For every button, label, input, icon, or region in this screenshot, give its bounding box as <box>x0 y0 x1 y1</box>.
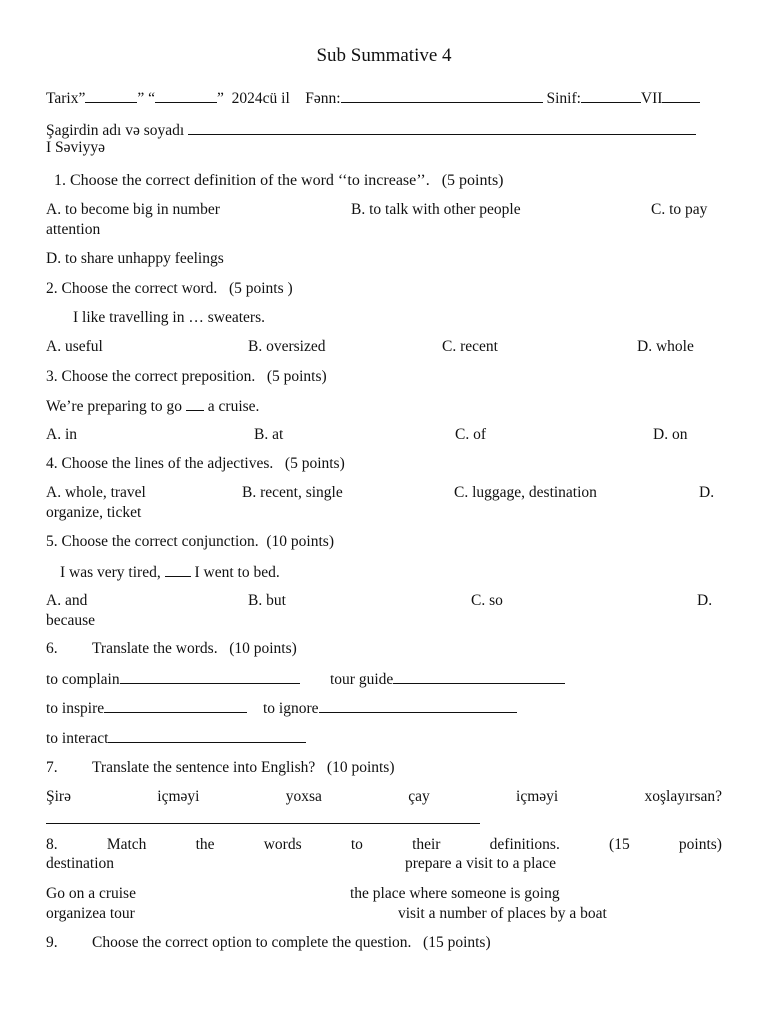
q3-option-c[interactable]: C. of <box>455 426 486 443</box>
q6-word-interact-label: to interact <box>46 730 109 747</box>
page-title: Sub Summative 4 <box>316 45 452 66</box>
question-7 <box>92 758 395 778</box>
q4-option-d[interactable]: D. <box>699 484 715 501</box>
q1-option-a[interactable]: A. to become big in number <box>46 201 220 218</box>
q8-heading-word: to <box>350 836 363 853</box>
q1-option-c[interactable]: C. to pay <box>651 201 708 218</box>
q8-left-organize-tour[interactable]: organizea tour <box>46 905 135 922</box>
q8-right-place-going[interactable]: the place where someone is going <box>350 885 560 902</box>
q6-interact-blank[interactable] <box>108 728 306 743</box>
question-2-text: 2. Choose the correct word. <box>46 280 218 297</box>
header-date-line <box>46 88 700 109</box>
question-1-text: Choose the correct definition of the word ‘‘to increase’’. <box>70 172 430 189</box>
q1-option-d[interactable]: D. to share unhappy feelings <box>46 250 224 267</box>
q3-option-b[interactable]: B. at <box>254 426 284 443</box>
q5-option-b[interactable]: B. but <box>248 592 286 609</box>
q6-word-complain <box>46 669 300 690</box>
q6-inspire-blank[interactable] <box>104 698 247 713</box>
q8-right-prepare-visit[interactable]: prepare a visit to a place <box>405 855 557 872</box>
q8-heading-word: their <box>412 836 441 853</box>
q5-answer-blank[interactable] <box>165 562 191 577</box>
q1-option-b[interactable]: B. to talk with other people <box>351 201 521 218</box>
class-label: Sinif: <box>546 90 581 107</box>
question-1-number: 1. <box>54 172 66 189</box>
date-label: Tarix” <box>46 90 86 107</box>
q5-option-d-continued: because <box>46 612 96 629</box>
class-blank-2[interactable] <box>662 88 700 103</box>
q3-answer-blank[interactable] <box>186 396 204 411</box>
q2-option-b[interactable]: B. oversized <box>248 338 326 355</box>
q6-ignore-blank[interactable] <box>319 698 517 713</box>
question-5-text: 5. Choose the correct conjunction. <box>46 533 259 550</box>
question-1 <box>54 171 504 191</box>
student-name-blank[interactable] <box>188 120 696 135</box>
q6-word-interact <box>46 728 306 749</box>
question-7-text: Translate the sentence into English? <box>92 759 316 776</box>
q6-word-complain-label: to complain <box>46 671 120 688</box>
question-9-number: 9. <box>46 934 58 951</box>
question-5-points: (10 points) <box>266 533 334 550</box>
question-3-text: 3. Choose the correct preposition. <box>46 368 256 385</box>
q3-sentence-end: a cruise. <box>207 398 260 415</box>
q8-heading-word: points) <box>678 836 722 853</box>
q6-word-tour-guide <box>330 669 565 690</box>
question-2-sentence: I like travelling in … sweaters. <box>73 309 265 326</box>
q5-option-d[interactable]: D. <box>697 592 713 609</box>
q2-option-a[interactable]: A. useful <box>46 338 103 355</box>
class-value: VII <box>640 90 663 107</box>
q8-heading-word: Match <box>106 836 147 853</box>
question-2-points: (5 points ) <box>228 280 293 297</box>
question-5-sentence <box>60 562 280 583</box>
question-2 <box>46 279 293 299</box>
subject-label: Fənn: <box>305 90 341 107</box>
question-9-points: (15 points) <box>423 934 491 951</box>
question-7-points: (10 points) <box>326 759 395 776</box>
q7-word: yoxsa <box>285 788 322 805</box>
q5-sentence-start: I was very tired, <box>60 564 161 581</box>
question-3-points: (5 points) <box>266 368 327 385</box>
question-1-points: (5 points) <box>441 172 504 189</box>
year-label: 2024cü il <box>231 90 290 107</box>
question-6-points: (10 points) <box>229 640 297 657</box>
question-6-number: 6. <box>46 640 58 657</box>
q1-option-c-continued: attention <box>46 221 101 238</box>
question-7-number: 7. <box>46 759 58 776</box>
q5-option-c[interactable]: C. so <box>471 592 503 609</box>
date-day-blank[interactable] <box>85 88 137 103</box>
question-9-text: Choose the correct option to complete the question. <box>92 934 412 951</box>
q7-word: xoşlayırsan? <box>644 788 722 805</box>
q3-option-d[interactable]: D. on <box>653 426 688 443</box>
q6-word-inspire-label: to inspire <box>46 700 105 717</box>
q3-sentence-start: We’re preparing to go <box>46 398 183 415</box>
q6-word-ignore <box>263 698 517 719</box>
question-3 <box>46 367 327 387</box>
question-4-text: 4. Choose the lines of the adjectives. <box>46 455 274 472</box>
student-name-line <box>46 120 696 141</box>
q8-left-go-on-cruise[interactable]: Go on a cruise <box>46 885 136 902</box>
q8-heading-word: definitions. <box>489 836 560 853</box>
q7-word: Şirə <box>46 788 71 805</box>
question-8 <box>46 835 722 855</box>
question-5 <box>46 532 334 552</box>
question-3-sentence <box>46 396 259 417</box>
q6-complain-blank[interactable] <box>120 669 300 684</box>
q4-option-c[interactable]: C. luggage, destination <box>454 484 597 501</box>
question-7-sentence <box>46 787 722 807</box>
question-9 <box>92 933 491 953</box>
subject-blank[interactable] <box>341 88 543 103</box>
q5-option-a[interactable]: A. and <box>46 592 88 609</box>
q6-word-inspire <box>46 698 247 719</box>
date-end: ” <box>217 90 224 107</box>
question-6-text: Translate the words. <box>92 640 218 657</box>
q8-heading-word: the <box>195 836 215 853</box>
q8-heading-word: words <box>263 836 302 853</box>
q7-answer-line[interactable] <box>46 823 480 824</box>
q6-word-ignore-label: to ignore <box>263 700 319 717</box>
q7-word: içməyi <box>516 788 559 805</box>
q2-option-c[interactable]: C. recent <box>442 338 498 355</box>
class-blank[interactable] <box>581 88 641 103</box>
question-6 <box>92 639 297 659</box>
date-mid: ” “ <box>137 90 156 107</box>
q8-left-destination[interactable]: destination <box>46 855 115 872</box>
q6-word-tour-guide-label: tour guide <box>330 671 394 688</box>
q8-heading-word: (15 <box>609 836 630 853</box>
question-4 <box>46 454 345 474</box>
q4-option-d-continued: organize, ticket <box>46 504 142 521</box>
date-month-blank[interactable] <box>155 88 217 103</box>
q7-word: içməyi <box>157 788 200 805</box>
q5-sentence-end: I went to bed. <box>194 564 280 581</box>
q8-heading-word: 8. <box>46 836 58 853</box>
level-label: I Səviyyə <box>46 139 105 156</box>
q6-tour-guide-blank[interactable] <box>393 669 565 684</box>
q4-option-a[interactable]: A. whole, travel <box>46 484 146 501</box>
student-label: Şagirdin adı və soyadı <box>46 122 185 139</box>
q8-right-visit-boat[interactable]: visit a number of places by a boat <box>398 905 607 922</box>
q4-option-b[interactable]: B. recent, single <box>242 484 343 501</box>
q3-option-a[interactable]: A. in <box>46 426 77 443</box>
question-4-points: (5 points) <box>284 455 345 472</box>
q2-option-d[interactable]: D. whole <box>637 338 694 355</box>
q7-word: çay <box>408 788 430 805</box>
